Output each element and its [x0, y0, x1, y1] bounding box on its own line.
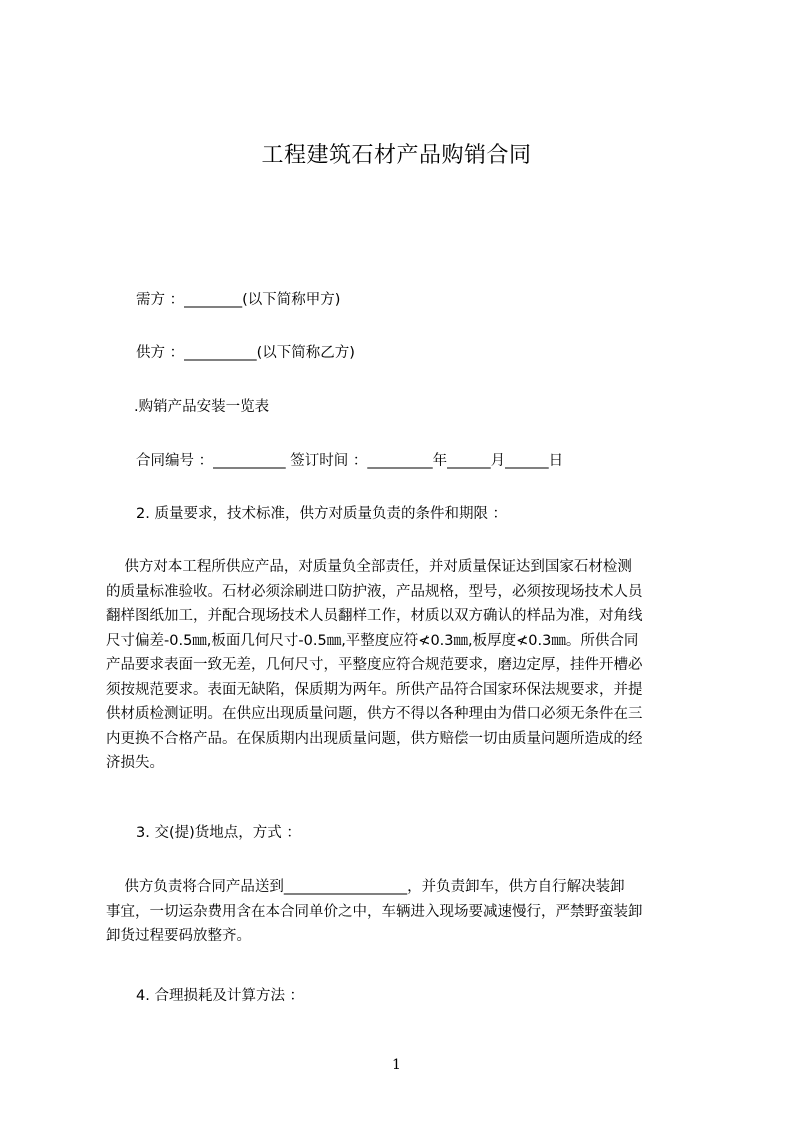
supplier-line: 供方 ：__________(以下简称乙方) — [136, 345, 355, 361]
paragraph-line: 尺寸偏差-0.5㎜,板面几何尺寸-0.5㎜,平整度应符≮0.3㎜,板厚度≮0.3㎜。所供合同 — [106, 632, 639, 649]
document-title: 工程建筑石材产品购销合同 — [261, 143, 532, 168]
paragraph-line: 产品要求表面一致无差，几何尺寸，平整度应符合规范要求，磨边定厚，挂件开槽必 — [106, 657, 643, 673]
paragraph-line: 的质量标准验收。石材必须涂刷进口防护液，产品规格，型号，必须按现场技术人员 — [106, 583, 643, 600]
paragraph-line: 卸货过程要码放整齐。 — [106, 928, 251, 944]
paragraph-line: 供方对本工程所供应产品，对质量负全部责任，并对质量保证达到国家石材检测 — [106, 559, 632, 575]
product-list-heading: .购销产品安装一览表 — [134, 399, 270, 415]
section-2-paragraph — [106, 555, 702, 776]
section-2-heading: 2. 质量要求，技术标准，供方对质量负责的条件和期限 ： — [136, 506, 508, 522]
buyer-line: 需方 ：________(以下简称甲方) — [136, 292, 341, 308]
paragraph-line: 济损失。 — [106, 755, 164, 771]
paragraph-line: 内更换不合格产品。在保质期内出现质量问题，供方赔偿一切由质量问题所造成的经 — [106, 730, 643, 747]
paragraph-line: 事宜，一切运杂费用含在本合同单价之中，车辆进入现场要减速慢行，严禁野蛮装卸 — [106, 903, 643, 920]
page-number: 1 — [392, 1057, 401, 1073]
section-3-heading: 3. 交(提)货地点，方式 ： — [136, 825, 301, 841]
paragraph-line: 供方负责将合同产品送到_________________，并负责卸车，供方自行解决装卸 — [106, 879, 625, 895]
contract-info-line: 合同编号 ：__________ 签订时间 ：_________年______月______日 — [136, 453, 564, 469]
paragraph-line: 翻样图纸加工，并配合现场技术人员翻样工作，材质以双方确认的样品为准，对角线 — [106, 608, 643, 624]
paragraph-line: 供材质检测证明。在供应出现质量问题，供方不得以各种理由为借口必须无条件在三 — [106, 706, 643, 722]
section-4-heading: 4. 合理损耗及计算方法 ： — [136, 988, 305, 1004]
section-3-paragraph — [106, 875, 702, 949]
paragraph-line: 须按规范要求。表面无缺陷，保质期为两年。所供产品符合国家环保法规要求，并提 — [106, 681, 643, 698]
